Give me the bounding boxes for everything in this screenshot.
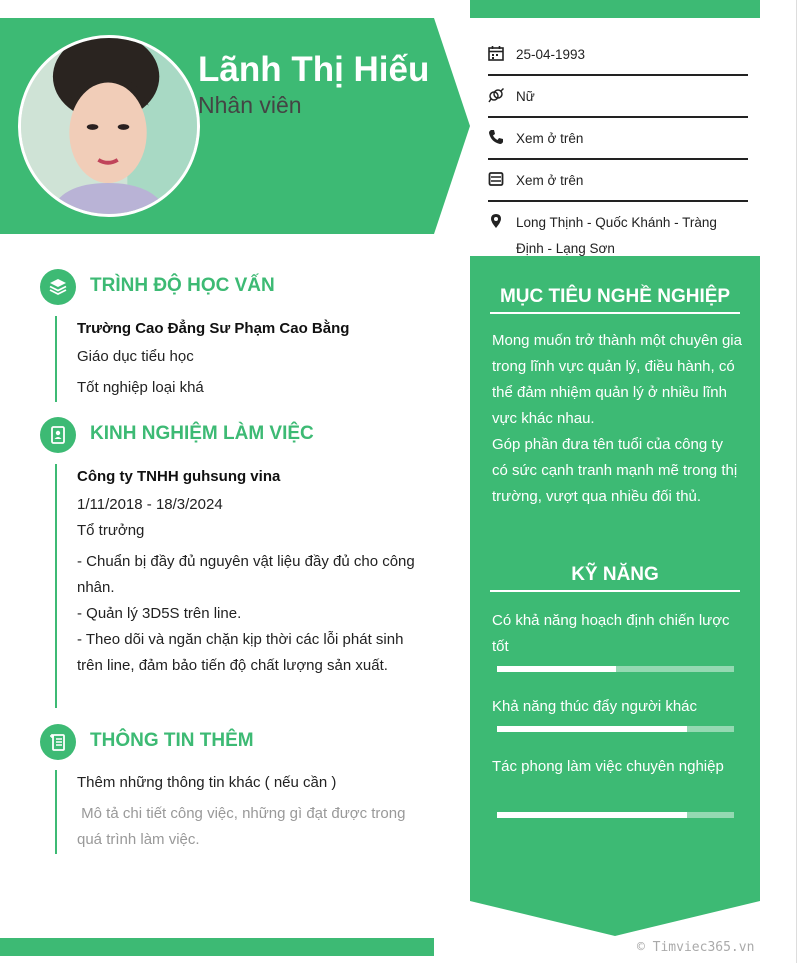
contact-email xyxy=(488,160,748,202)
skill-bar xyxy=(497,812,734,818)
contact-birthdate xyxy=(488,34,748,76)
experience-title: KINH NGHIỆM LÀM VIỆC xyxy=(90,423,314,444)
position: Tổ trưởng xyxy=(77,522,145,539)
top-accent-strip xyxy=(470,0,760,18)
footer-watermark: © Timviec365.vn xyxy=(637,940,755,955)
calendar-icon xyxy=(488,42,516,64)
experience-section-icon xyxy=(40,417,76,453)
grade: Tốt nghiệp loại khá xyxy=(77,379,204,396)
school-name: Trường Cao Đẳng Sư Phạm Cao Bằng xyxy=(77,320,350,337)
work-period: 1/11/2018 - 18/3/2024 xyxy=(77,496,223,513)
skills-title: KỸ NĂNG xyxy=(490,564,740,592)
skill-label: Tác phong làm việc chuyên nghiệp xyxy=(492,758,724,775)
contact-text: Nữ xyxy=(516,89,535,104)
location-pin-icon xyxy=(488,210,516,232)
objective-title: MỤC TIÊU NGHỀ NGHIỆP xyxy=(490,286,740,314)
notepad-icon xyxy=(48,732,68,752)
objective-line: Góp phần đưa tên tuổi của công ty có sức cạnh tranh mạnh mẽ trong thị trường, vượt qua nhiều đối thủ. xyxy=(492,436,738,505)
objective-text xyxy=(492,328,742,510)
skill-bar-fill xyxy=(497,666,616,672)
layers-icon xyxy=(48,277,68,297)
side-panel xyxy=(470,256,760,936)
education-title: TRÌNH ĐỘ HỌC VẤN xyxy=(90,275,275,296)
skill-bar-fill xyxy=(497,726,687,732)
gender-icon xyxy=(488,84,516,106)
extra-body xyxy=(55,770,415,854)
phone-icon xyxy=(488,126,516,148)
duty-item: - Chuẩn bị đầy đủ nguyên vật liệu đầy đủ cho công nhân. xyxy=(77,553,415,596)
extra-title: THÔNG TIN THÊM xyxy=(90,730,254,751)
candidate-role: Nhân viên xyxy=(198,92,302,118)
experience-body xyxy=(55,464,415,708)
contact-gender xyxy=(488,76,748,118)
contact-text: 25-04-1993 xyxy=(516,47,586,62)
major: Giáo dục tiểu học xyxy=(77,348,194,365)
extra-line: Thêm những thông tin khác ( nếu cần ) xyxy=(77,774,337,791)
contact-phone xyxy=(488,118,748,160)
skill-bar-fill xyxy=(497,812,687,818)
contact-text: Long Thịnh - Quốc Khánh - Tràng Định - Lạng Sơn xyxy=(516,215,717,256)
objective-line: Mong muốn trở thành một chuyên gia trong lĩnh vực quản lý, điều hành, có thể đảm nhiệm quản lý ở nhiều lĩnh vực khác nhau. xyxy=(492,332,742,427)
company-name: Công ty TNHH guhsung vina xyxy=(77,468,281,485)
skill-bar xyxy=(497,666,734,672)
bottom-accent-strip xyxy=(0,938,434,956)
contact-list xyxy=(488,34,748,270)
education-section-icon xyxy=(40,269,76,305)
contact-text: Xem ở trên xyxy=(516,131,584,146)
skill-label: Khả năng thúc đẩy người khác xyxy=(492,698,698,715)
duty-item: - Quản lý 3D5S trên line. xyxy=(77,605,242,622)
email-icon xyxy=(488,168,516,190)
education-body xyxy=(55,316,415,402)
page-edge xyxy=(796,0,800,963)
extra-description: Mô tả chi tiết công việc, những gì đạt được trong quá trình làm việc. xyxy=(77,805,410,848)
contact-text: Xem ở trên xyxy=(516,173,584,188)
duty-item: - Theo dõi và ngăn chặn kịp thời các lỗi phát sinh trên line, đảm bảo tiến độ chất lượng sản xuất. xyxy=(77,631,404,674)
skill-label: Có khả năng hoạch định chiến lược tốt xyxy=(492,612,730,655)
skill-bar xyxy=(497,726,734,732)
candidate-name: Lãnh Thị Hiếu xyxy=(198,50,430,89)
avatar xyxy=(18,35,200,217)
extra-section-icon xyxy=(40,724,76,760)
id-card-icon xyxy=(48,425,68,445)
profile-photo xyxy=(21,38,197,214)
